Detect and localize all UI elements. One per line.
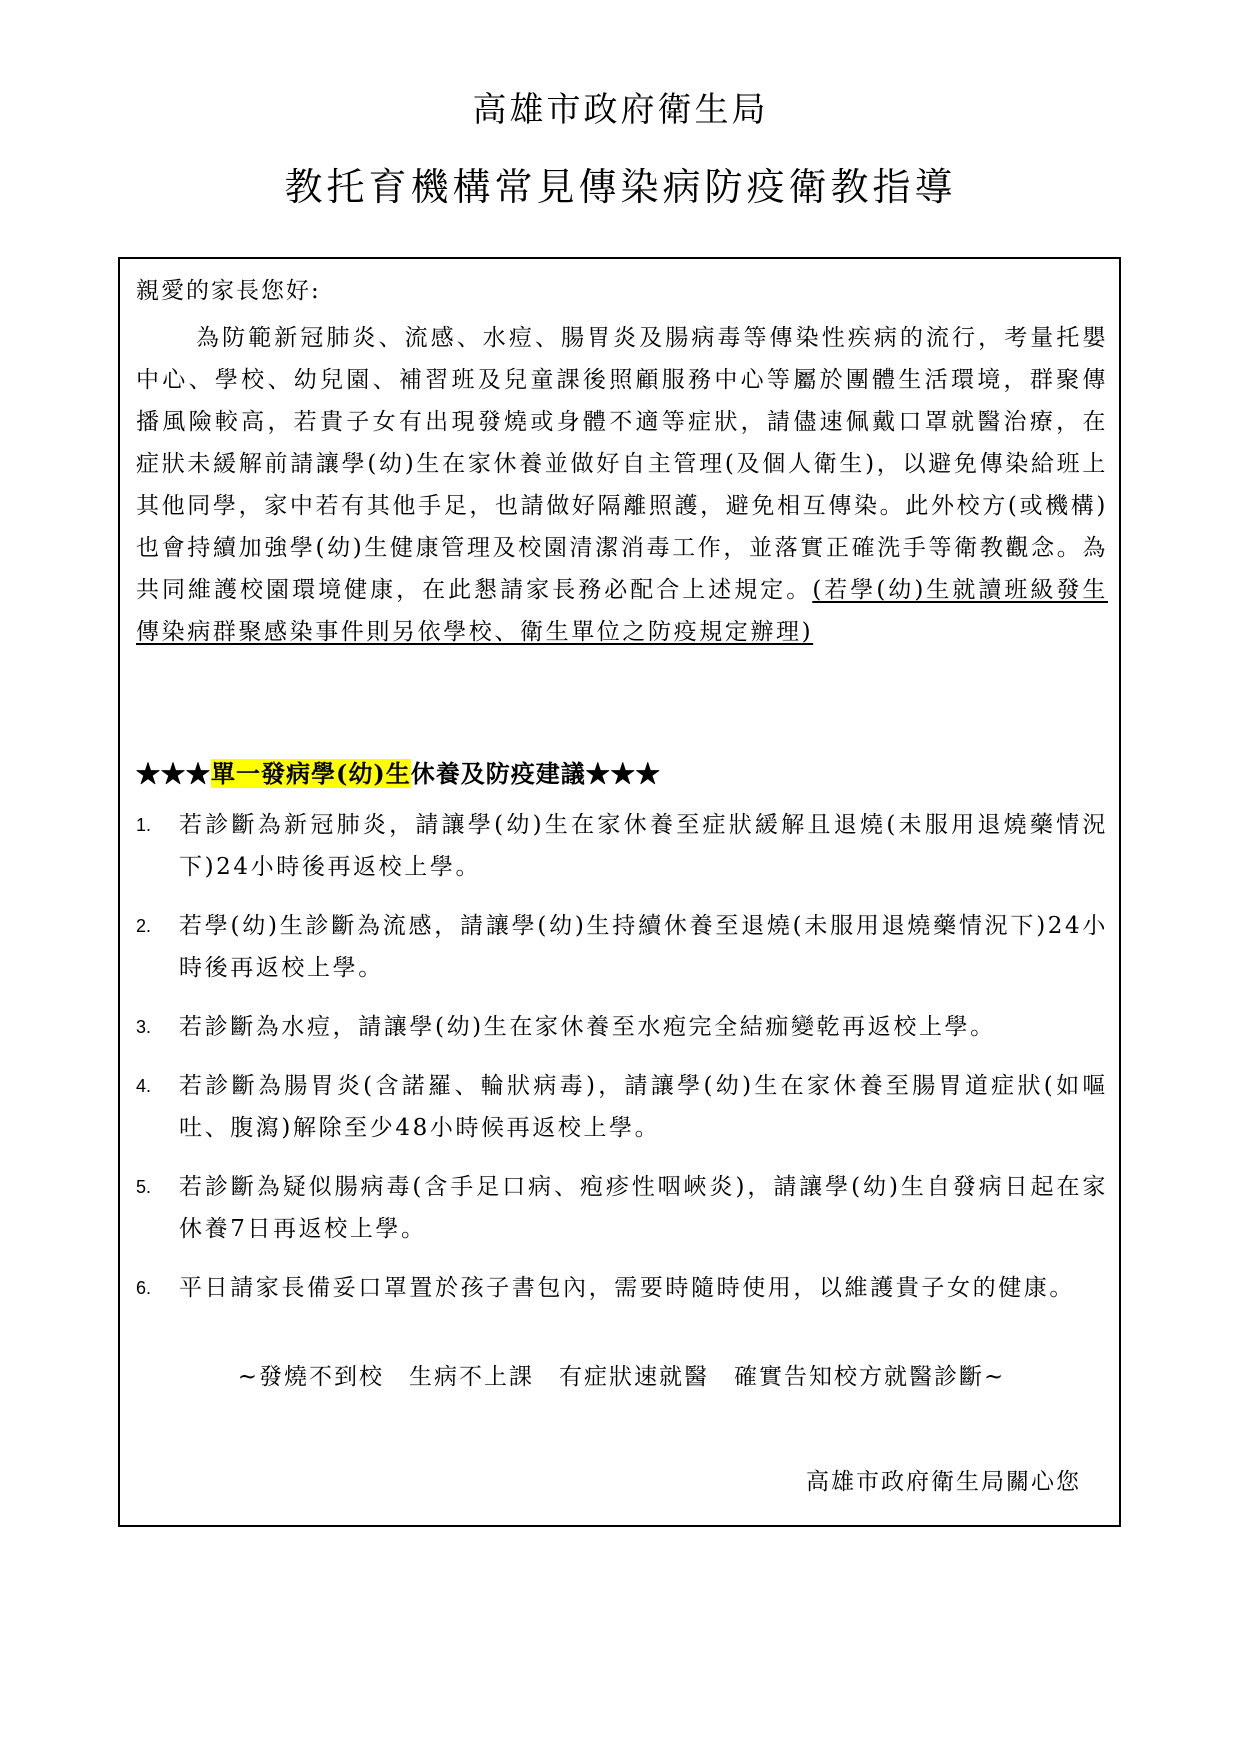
- advice-item: [136, 905, 1108, 989]
- advice-item: [136, 1166, 1108, 1250]
- advice-item: [136, 1267, 1108, 1309]
- advice-text: 平日請家長備妥口罩置於孩子書包內，需要時隨時使用，以維護貴子女的健康。: [179, 1275, 1075, 1301]
- greeting: 親愛的家長您好:: [136, 278, 321, 304]
- advice-number: 2.: [136, 916, 152, 936]
- section-heading-highlight: 單一發病學(幼)生: [211, 759, 411, 788]
- advice-number: 4.: [136, 1076, 152, 1096]
- advice-text: 若診斷為新冠肺炎，請讓學(幼)生在家休養至症狀緩解且退燒(未服用退燒藥情況下)24小時後再返校上學。: [179, 812, 1108, 880]
- notice-paragraph: [136, 317, 1108, 653]
- advice-item: [136, 1065, 1108, 1149]
- advice-item: [136, 1006, 1108, 1048]
- notice-paragraph-underlined: (若學(幼)生就讀班級發生傳染病群聚感染事件則另依學校、衛生單位之防疫規定辦理): [136, 577, 1108, 645]
- notice-paragraph-text: 為防範新冠肺炎、流感、水痘、腸胃炎及腸病毒等傳染性疾病的流行，考量托嬰中心、學校、幼兒園、補習班及兒童課後照顧服務中心等屬於團體生活環境，群聚傳播風險較高，若貴子女有出現發燒或身體不適等症狀，請儘速佩戴口罩就醫治療，在症狀未緩解前請讓學(幼)生在家休養並做好自主管理(及個人衛生)，以避免傳染給班上其他同學，家中若有其他手足，也請做好隔離照護，避免相互傳染。此外校方(或機構)也會持續加強學(幼)生健康管理及校園清潔消毒工作，並落實正確洗手等衛教觀念。為共同維護校園環境健康，在此懇請家長務必配合上述規定。: [136, 325, 1108, 603]
- section-heading: [136, 754, 661, 794]
- section-heading-rest: 休養及防疫建議: [410, 759, 586, 788]
- agency-title: 高雄市政府衛生局: [472, 90, 769, 130]
- advice-number: 1.: [136, 815, 152, 835]
- advice-text: 若診斷為疑似腸病毒(含手足口病、疱疹性咽峽炎)，請讓學(幼)生自發病日起在家休養7日再返校上學。: [179, 1174, 1108, 1242]
- advice-text: 若診斷為水痘，請讓學(幼)生在家休養至水疱完全結痂變乾再返校上學。: [179, 1014, 996, 1040]
- advice-item: [136, 804, 1108, 888]
- document-title: 教托育機構常見傳染病防疫衛教指導: [284, 165, 957, 209]
- stars-left: ★★★: [136, 759, 211, 788]
- stars-right: ★★★: [585, 759, 661, 788]
- advice-text: 若學(幼)生診斷為流感，請讓學(幼)生持續休養至退燒(未服用退燒藥情況下)24小時後再返校上學。: [179, 913, 1108, 981]
- advice-number: 5.: [136, 1177, 152, 1197]
- notice-box: [118, 257, 1121, 1527]
- advice-number: 6.: [136, 1278, 152, 1298]
- advice-number: 3.: [136, 1017, 152, 1037]
- advice-list: [136, 804, 1108, 1326]
- advice-text: 若診斷為腸胃炎(含諾羅、輪狀病毒)，請讓學(幼)生在家休養至腸胃道症狀(如嘔吐、腹瀉)解除至少48小時候再返校上學。: [179, 1073, 1108, 1141]
- sign-off: 高雄市政府衛生局關心您: [806, 1469, 1081, 1495]
- slogan: ~發燒不到校 生病不上課 有症狀速就醫 確實告知校方就醫診斷~: [237, 1364, 1006, 1390]
